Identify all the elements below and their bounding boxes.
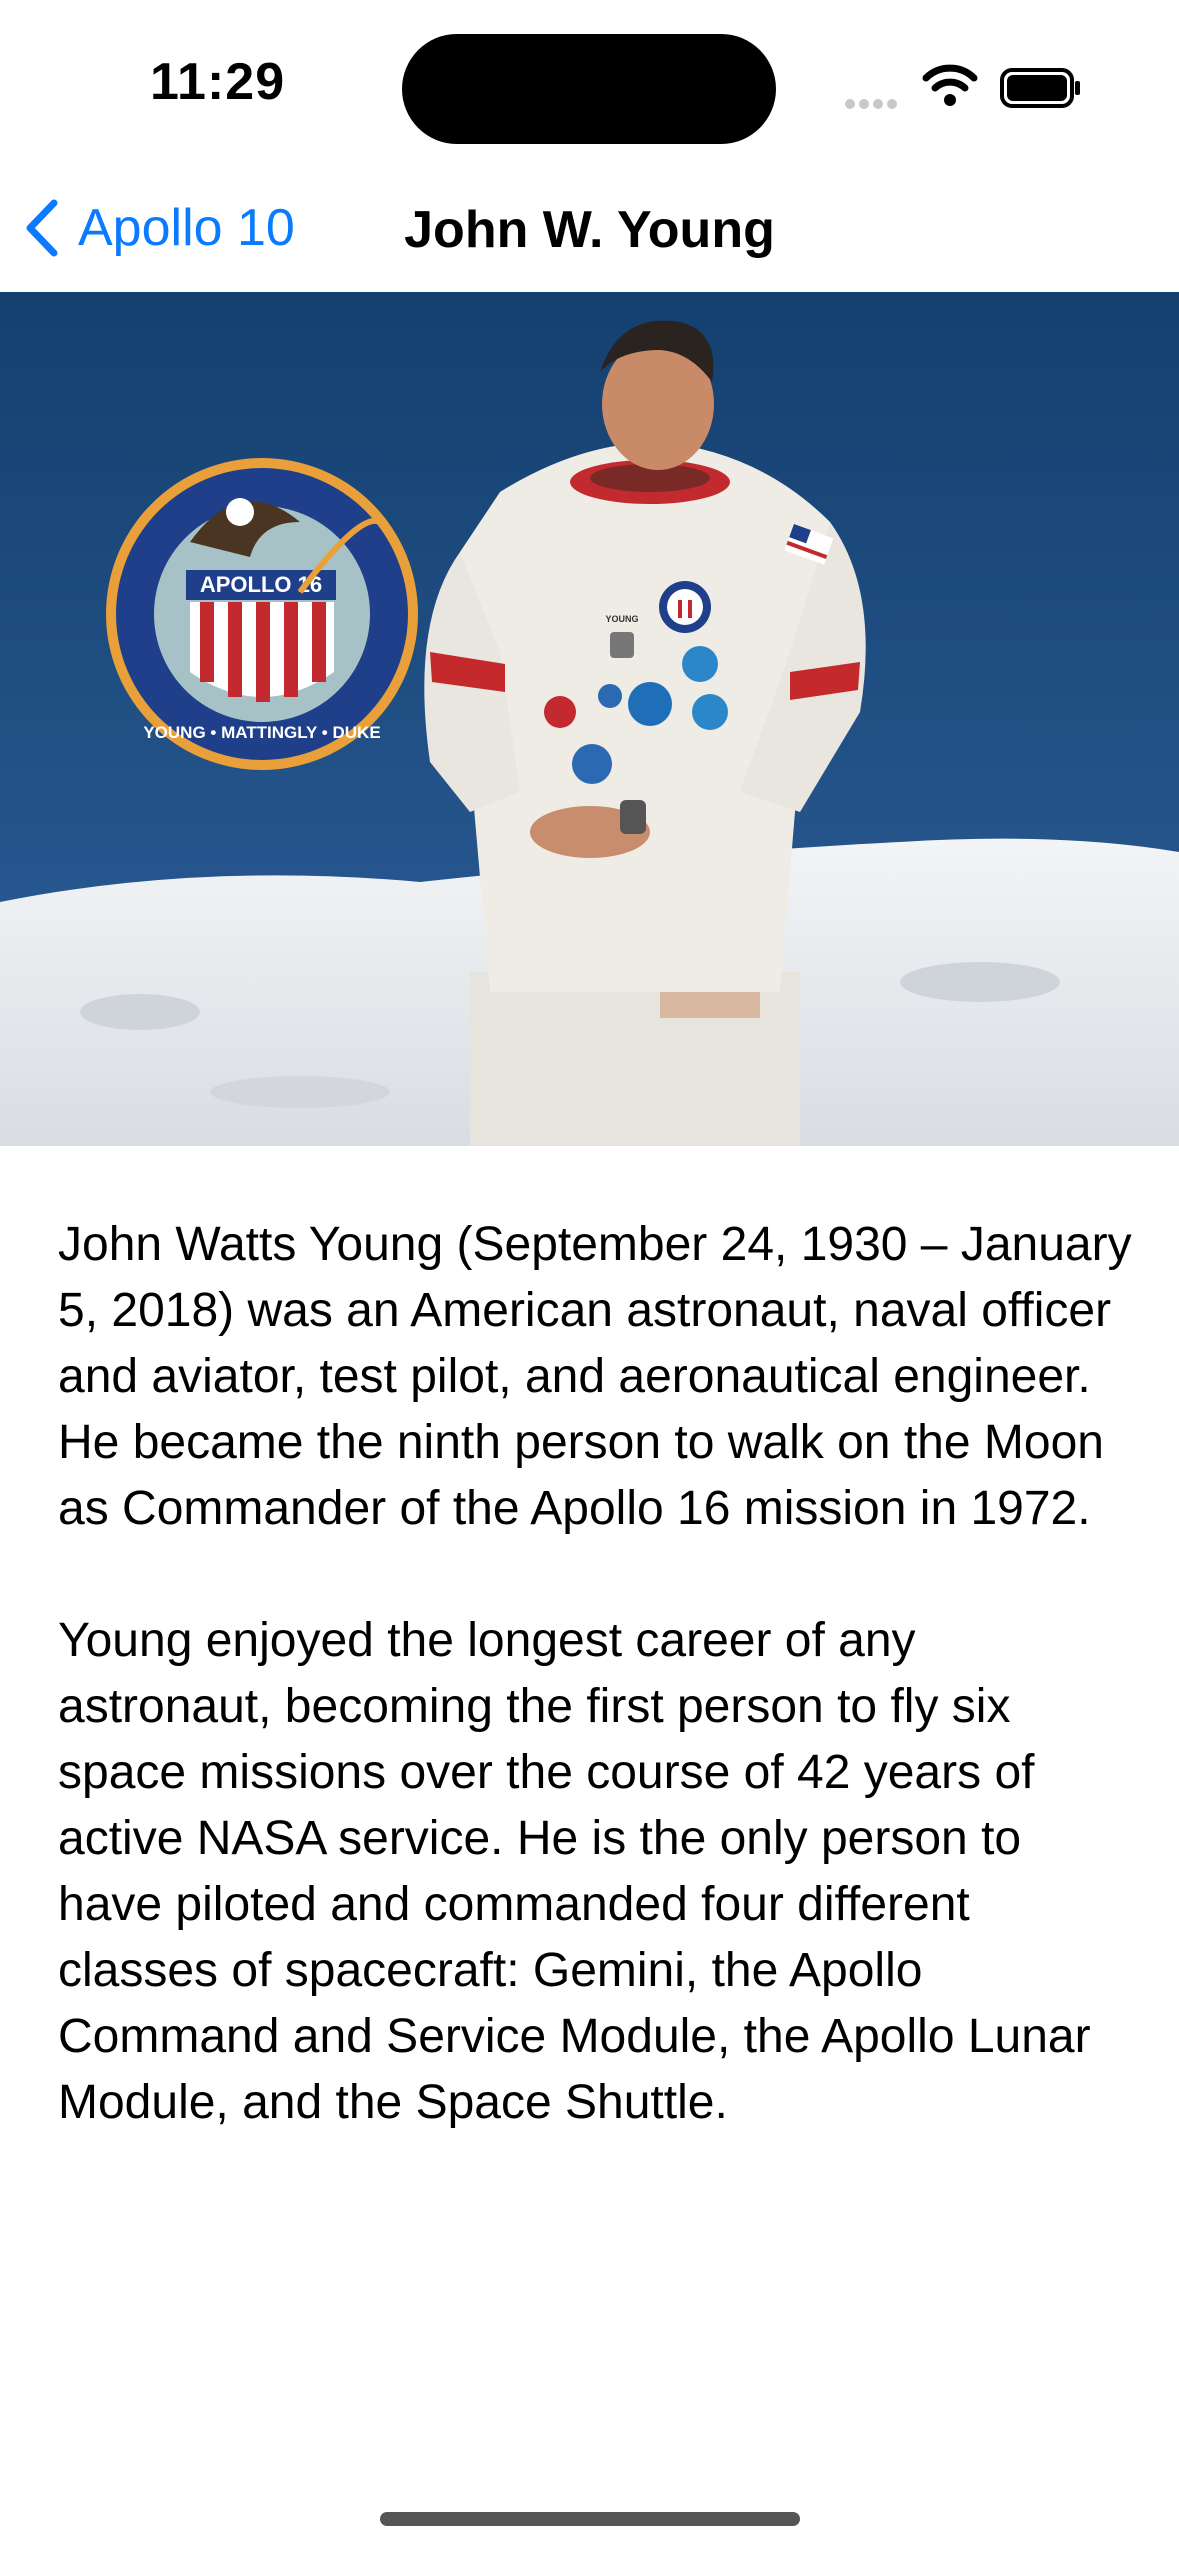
bio-paragraph-1: John Watts Young (September 24, 1930 – January 5, 2018) was an American astronaut, naval officer and aviator, test pilot, and aeronautical engineer. He became the ninth person to walk on the Moon as Commander of the Apollo 16 mission in 1972.	[58, 1218, 1132, 1535]
battery-icon	[1000, 68, 1082, 108]
page-title: John W. Young	[404, 201, 775, 259]
biography	[58, 1212, 1138, 2202]
patch-crew-names: YOUNG • MATTINGLY • DUKE	[143, 723, 381, 742]
home-indicator[interactable]	[380, 2512, 800, 2526]
navigation-bar	[0, 160, 1179, 292]
astronaut-portrait	[0, 292, 1179, 1146]
suit-name-tag: YOUNG	[605, 614, 639, 624]
apollo-16-patch	[106, 458, 418, 770]
cellular-signal-icon	[845, 96, 901, 114]
back-button-label: Apollo 10	[78, 199, 295, 257]
wifi-icon	[922, 64, 978, 106]
patch-title: APOLLO 16	[199, 572, 323, 597]
status-bar	[0, 0, 1179, 160]
dynamic-island	[402, 34, 776, 144]
bio-paragraph-2: Young enjoyed the longest career of any astronaut, becoming the first person to fly six space missions over the course of 42 years of active NASA service. He is the only person to have piloted and commanded four different classes of spacecraft: Gemini, the Apollo Command and Service Module, the Apollo Lunar Module, and the Space Shuttle.	[58, 1614, 1091, 2129]
status-time: 11:29	[150, 53, 286, 111]
